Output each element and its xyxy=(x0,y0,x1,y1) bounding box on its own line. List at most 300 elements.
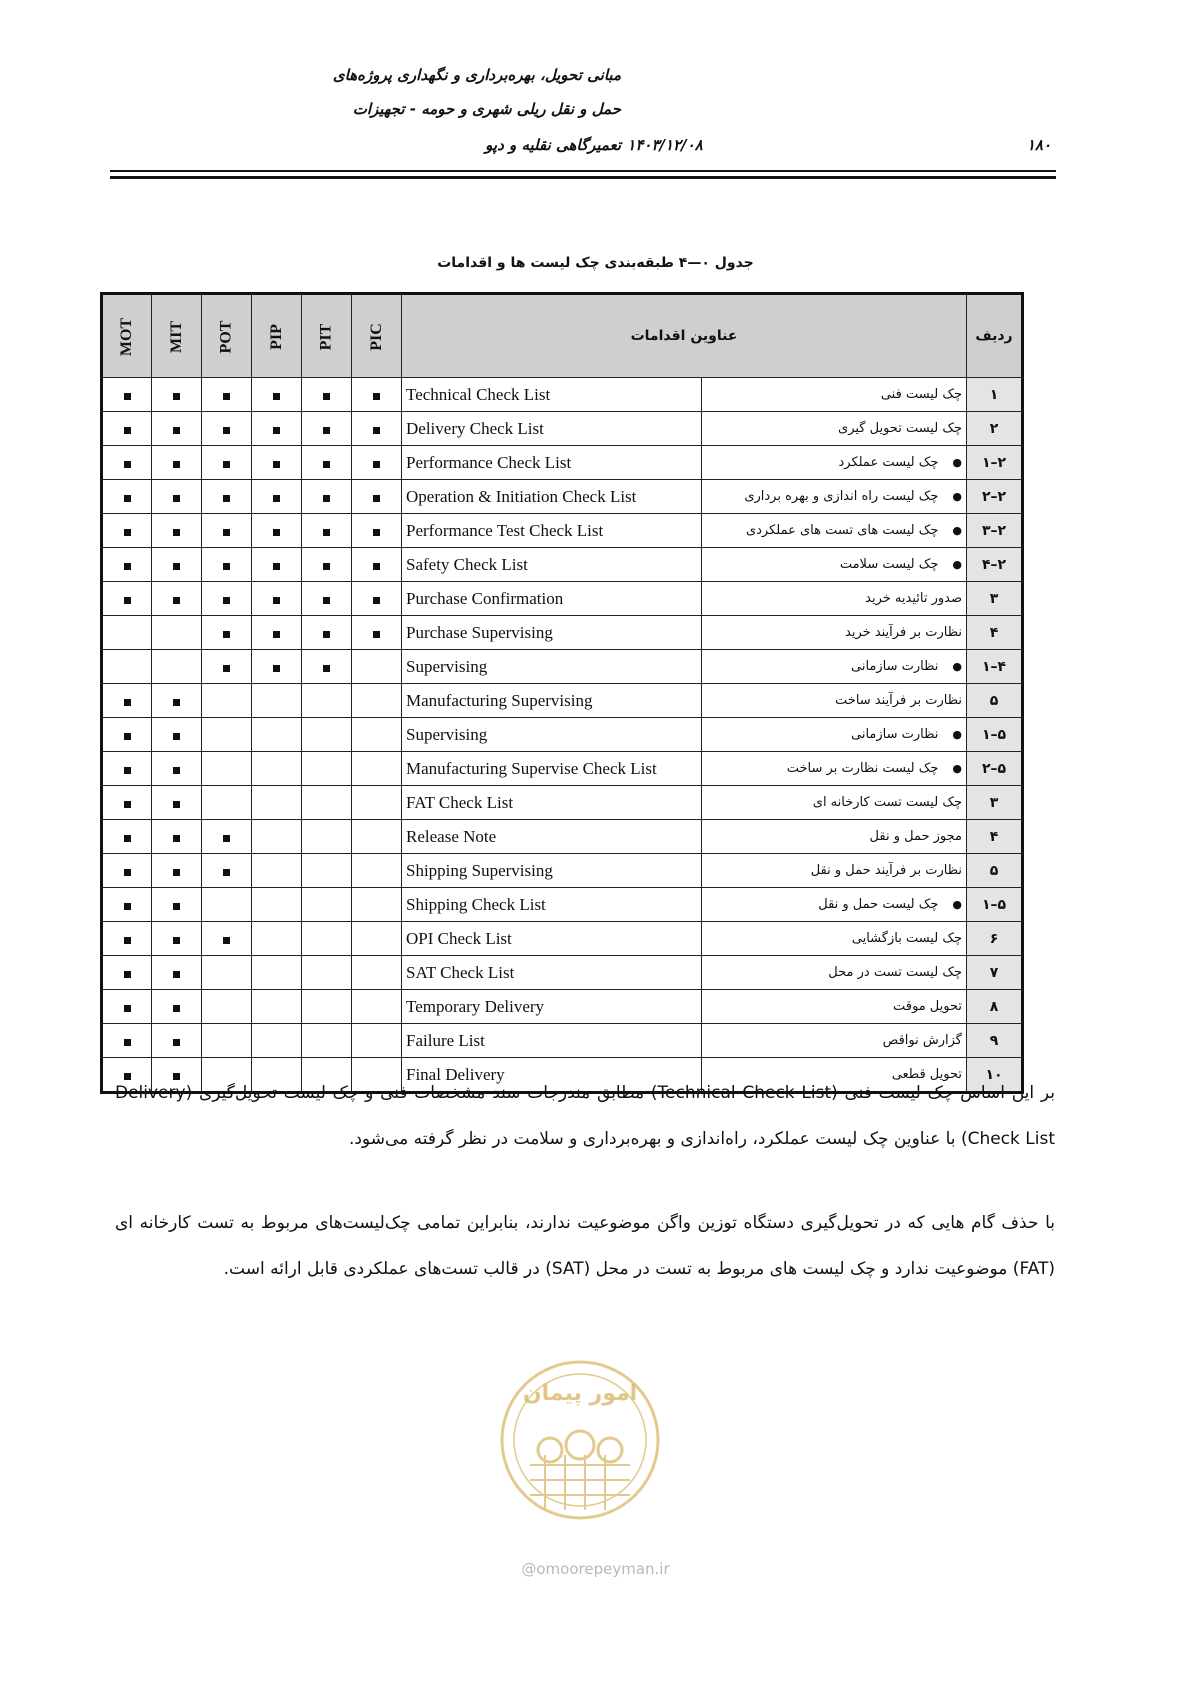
action-title-fa-text: چک لیست عملکرد xyxy=(838,455,939,470)
mark-cell-pot xyxy=(202,888,252,922)
filled-square-icon xyxy=(223,665,230,672)
action-title-en: Supervising xyxy=(402,650,702,684)
mark-cell-pit xyxy=(302,854,352,888)
mark-cell-pit xyxy=(302,888,352,922)
mark-cell-mot xyxy=(102,718,152,752)
filled-square-icon xyxy=(124,495,131,502)
filled-square-icon xyxy=(124,937,131,944)
table-row xyxy=(102,1024,1023,1058)
filled-square-icon xyxy=(173,427,180,434)
mark-cell-pit xyxy=(302,990,352,1024)
filled-square-icon xyxy=(223,835,230,842)
mark-cell-pot xyxy=(202,480,252,514)
action-title-fa xyxy=(702,888,967,922)
mark-cell-pit xyxy=(302,582,352,616)
mark-cell-pic xyxy=(352,990,402,1024)
mark-cell-mot xyxy=(102,956,152,990)
filled-square-icon xyxy=(223,529,230,536)
filled-square-icon xyxy=(173,529,180,536)
mark-cell-mit xyxy=(152,412,202,446)
filled-square-icon xyxy=(223,427,230,434)
filled-square-icon xyxy=(223,495,230,502)
bullet-icon: ● xyxy=(952,490,962,503)
filled-square-icon xyxy=(273,393,280,400)
row-number: ۷ xyxy=(967,956,1023,990)
mark-cell-pot xyxy=(202,446,252,480)
filled-square-icon xyxy=(173,393,180,400)
action-title-fa xyxy=(702,990,967,1024)
mark-cell-pip xyxy=(252,480,302,514)
row-number: ۶ xyxy=(967,922,1023,956)
mark-cell-pit xyxy=(302,820,352,854)
table-row xyxy=(102,820,1023,854)
mark-cell-pip xyxy=(252,922,302,956)
filled-square-icon xyxy=(323,393,330,400)
filled-square-icon xyxy=(373,563,380,570)
mark-cell-pip xyxy=(252,548,302,582)
filled-square-icon xyxy=(173,1039,180,1046)
filled-square-icon xyxy=(323,529,330,536)
filled-square-icon xyxy=(124,903,131,910)
row-number: ۸ xyxy=(967,990,1023,1024)
filled-square-icon xyxy=(273,665,280,672)
action-title-fa xyxy=(702,514,967,548)
mark-cell-pit xyxy=(302,650,352,684)
mark-cell-pit xyxy=(302,446,352,480)
filled-square-icon xyxy=(373,393,380,400)
bullet-icon: ● xyxy=(952,898,962,911)
table-row xyxy=(102,956,1023,990)
action-title-fa-text: چک لیست بازگشایی xyxy=(851,931,962,946)
mark-cell-pit xyxy=(302,786,352,820)
action-title-en: Manufacturing Supervise Check List xyxy=(402,752,702,786)
mark-cell-pot xyxy=(202,582,252,616)
table-row xyxy=(102,990,1023,1024)
filled-square-icon xyxy=(124,733,131,740)
table-header-row xyxy=(102,294,1023,378)
action-title-fa-text: چک لیست حمل و نقل xyxy=(818,897,939,912)
row-number: ۵ xyxy=(967,854,1023,888)
mark-cell-pic xyxy=(352,378,402,412)
filled-square-icon xyxy=(124,801,131,808)
table-row xyxy=(102,378,1023,412)
mark-cell-pic xyxy=(352,412,402,446)
filled-square-icon xyxy=(124,1005,131,1012)
filled-square-icon xyxy=(273,495,280,502)
col-header-pot: POT xyxy=(202,294,252,378)
filled-square-icon xyxy=(124,835,131,842)
mark-cell-mit xyxy=(152,820,202,854)
filled-square-icon xyxy=(223,631,230,638)
row-number: ۴ xyxy=(967,820,1023,854)
col-header-mot: MOT xyxy=(102,294,152,378)
action-title-en: Release Note xyxy=(402,820,702,854)
row-number: ۵–۲ xyxy=(967,752,1023,786)
mark-cell-mit xyxy=(152,616,202,650)
mark-cell-pic xyxy=(352,548,402,582)
filled-square-icon xyxy=(124,461,131,468)
filled-square-icon xyxy=(323,631,330,638)
action-title-en: Final Delivery xyxy=(402,1058,702,1093)
action-title-en: FAT Check List xyxy=(402,786,702,820)
mark-cell-mit xyxy=(152,990,202,1024)
mark-cell-mit xyxy=(152,956,202,990)
mark-cell-pic xyxy=(352,888,402,922)
mark-cell-pot xyxy=(202,684,252,718)
action-title-fa-text: چک لیست فنی xyxy=(880,387,962,402)
mark-cell-pot xyxy=(202,956,252,990)
action-title-fa-text: تحویل موقت xyxy=(893,999,962,1014)
action-title-fa xyxy=(702,684,967,718)
filled-square-icon xyxy=(223,869,230,876)
action-title-fa-text: تحویل قطعی xyxy=(891,1067,962,1082)
mark-cell-pic xyxy=(352,786,402,820)
mark-cell-pit xyxy=(302,956,352,990)
mark-cell-pip xyxy=(252,650,302,684)
action-title-fa xyxy=(702,412,967,446)
filled-square-icon xyxy=(223,597,230,604)
header-rule-bottom xyxy=(110,176,1056,179)
watermark-stamp xyxy=(490,1345,670,1535)
mark-cell-pip xyxy=(252,990,302,1024)
action-title-en: Supervising xyxy=(402,718,702,752)
mark-cell-mot xyxy=(102,888,152,922)
filled-square-icon xyxy=(173,699,180,706)
action-title-fa xyxy=(702,616,967,650)
filled-square-icon xyxy=(223,563,230,570)
action-title-fa xyxy=(702,1024,967,1058)
action-title-fa-text: گزارش نواقص xyxy=(882,1033,962,1048)
table-row xyxy=(102,718,1023,752)
mark-cell-pic xyxy=(352,446,402,480)
action-title-en: Technical Check List xyxy=(402,378,702,412)
mark-cell-pip xyxy=(252,820,302,854)
action-title-fa xyxy=(702,922,967,956)
filled-square-icon xyxy=(124,597,131,604)
row-number: ۳ xyxy=(967,786,1023,820)
col-header-pic: PIC xyxy=(352,294,402,378)
filled-square-icon xyxy=(323,495,330,502)
mark-cell-mit xyxy=(152,786,202,820)
mark-cell-mit xyxy=(152,718,202,752)
mark-cell-pic xyxy=(352,514,402,548)
action-title-en: Shipping Supervising xyxy=(402,854,702,888)
mark-cell-mot xyxy=(102,1024,152,1058)
filled-square-icon xyxy=(124,1039,131,1046)
mark-cell-pot xyxy=(202,786,252,820)
action-title-en: Performance Test Check List xyxy=(402,514,702,548)
mark-cell-mot xyxy=(102,446,152,480)
filled-square-icon xyxy=(124,563,131,570)
bullet-icon: ● xyxy=(952,660,962,673)
filled-square-icon xyxy=(373,631,380,638)
action-title-fa-text: چک لیست سلامت xyxy=(839,557,939,572)
mark-cell-mit xyxy=(152,854,202,888)
filled-square-icon xyxy=(173,801,180,808)
mark-cell-pit xyxy=(302,922,352,956)
col-header-row-no: ردیف xyxy=(967,294,1023,378)
table-row xyxy=(102,548,1023,582)
row-number: ۴ xyxy=(967,616,1023,650)
mark-cell-pip xyxy=(252,446,302,480)
mark-cell-pot xyxy=(202,616,252,650)
row-number: ۱۰ xyxy=(967,1058,1023,1093)
row-number: ۱ xyxy=(967,378,1023,412)
action-title-fa-text: صدور تائیدیه خرید xyxy=(865,591,962,606)
filled-square-icon xyxy=(173,835,180,842)
filled-square-icon xyxy=(273,529,280,536)
mark-cell-pip xyxy=(252,956,302,990)
mark-cell-pip xyxy=(252,684,302,718)
action-title-en: OPI Check List xyxy=(402,922,702,956)
mark-cell-mot xyxy=(102,786,152,820)
mark-cell-mot xyxy=(102,990,152,1024)
filled-square-icon xyxy=(173,563,180,570)
table-row xyxy=(102,514,1023,548)
mark-cell-pip xyxy=(252,718,302,752)
action-title-en: Performance Check List xyxy=(402,446,702,480)
bullet-icon: ● xyxy=(952,524,962,537)
action-title-fa-text: نظارت بر فرآیند حمل و نقل xyxy=(810,863,962,878)
mark-cell-pip xyxy=(252,854,302,888)
filled-square-icon xyxy=(124,529,131,536)
filled-square-icon xyxy=(124,393,131,400)
row-number: ۵ xyxy=(967,684,1023,718)
action-title-fa xyxy=(702,854,967,888)
mark-cell-mot xyxy=(102,582,152,616)
action-title-fa-text: چک لیست تست کارخانه ای xyxy=(812,795,962,810)
mark-cell-mot xyxy=(102,684,152,718)
mark-cell-pic xyxy=(352,650,402,684)
mark-cell-pic xyxy=(352,1024,402,1058)
table-row xyxy=(102,854,1023,888)
filled-square-icon xyxy=(373,461,380,468)
col-header-pit: PIT xyxy=(302,294,352,378)
mark-cell-mit xyxy=(152,582,202,616)
filled-square-icon xyxy=(373,495,380,502)
table-row xyxy=(102,582,1023,616)
table-row xyxy=(102,786,1023,820)
filled-square-icon xyxy=(173,869,180,876)
mark-cell-pip xyxy=(252,752,302,786)
filled-square-icon xyxy=(124,427,131,434)
action-title-fa-text: نظارت بر فرآیند خرید xyxy=(845,625,962,640)
action-title-fa xyxy=(702,786,967,820)
filled-square-icon xyxy=(323,461,330,468)
mark-cell-mit xyxy=(152,922,202,956)
bullet-icon: ● xyxy=(952,728,962,741)
mark-cell-pit xyxy=(302,548,352,582)
header-rule-top xyxy=(110,170,1056,172)
action-title-en: Purchase Supervising xyxy=(402,616,702,650)
mark-cell-mot xyxy=(102,752,152,786)
mark-cell-pot xyxy=(202,922,252,956)
mark-cell-pic xyxy=(352,480,402,514)
mark-cell-pic xyxy=(352,684,402,718)
filled-square-icon xyxy=(273,427,280,434)
action-title-fa-text: نظارت سازمانی xyxy=(850,727,939,742)
action-title-fa-text: چک لیست های تست های عملکردی xyxy=(745,523,939,538)
table-row xyxy=(102,616,1023,650)
mark-cell-pit xyxy=(302,684,352,718)
mark-cell-pit xyxy=(302,412,352,446)
filled-square-icon xyxy=(173,903,180,910)
filled-square-icon xyxy=(273,563,280,570)
action-title-en: SAT Check List xyxy=(402,956,702,990)
action-title-fa xyxy=(702,378,967,412)
mark-cell-mot xyxy=(102,616,152,650)
action-title-en: Failure List xyxy=(402,1024,702,1058)
table-row xyxy=(102,412,1023,446)
page-number: ۱۸۰ xyxy=(1026,136,1051,154)
table-row xyxy=(102,480,1023,514)
filled-square-icon xyxy=(173,971,180,978)
row-number: ۲–۲ xyxy=(967,480,1023,514)
filled-square-icon xyxy=(273,597,280,604)
filled-square-icon xyxy=(173,461,180,468)
table-caption: جدول ۰—۴ طبقه‌بندی چک لیست ها و اقدامات xyxy=(437,255,754,271)
action-title-fa-text: مجوز حمل و نقل xyxy=(869,829,962,844)
row-number: ۵–۱ xyxy=(967,718,1023,752)
mark-cell-mit xyxy=(152,752,202,786)
mark-cell-mot xyxy=(102,514,152,548)
mark-cell-pic xyxy=(352,922,402,956)
table-row xyxy=(102,446,1023,480)
watermark-site: @omoorepeyman.ir xyxy=(521,1560,670,1578)
mark-cell-pit xyxy=(302,718,352,752)
filled-square-icon xyxy=(124,699,131,706)
mark-cell-mot xyxy=(102,480,152,514)
action-title-fa-text: چک لیست تحویل گیری xyxy=(838,421,962,436)
table-row xyxy=(102,752,1023,786)
mark-cell-pit xyxy=(302,378,352,412)
action-title-fa xyxy=(702,446,967,480)
action-title-fa xyxy=(702,820,967,854)
mark-cell-pot xyxy=(202,378,252,412)
filled-square-icon xyxy=(223,937,230,944)
body-paragraph-1: بر این اساس چک لیست فنی (Technical Check List) مطابق مندرجات سند مشخصات فنی و چک لیست تحویل‌گیری (Delivery Check List) با عناوین چک لیست عملکرد، راه‌اندازی و بهره‌برداری و سلامت در نظر گرفته می‌شود. xyxy=(115,1083,1055,1149)
action-title-en: Operation & Initiation Check List xyxy=(402,480,702,514)
mark-cell-mot xyxy=(102,820,152,854)
row-number: ۲–۴ xyxy=(967,548,1023,582)
table-row xyxy=(102,922,1023,956)
mark-cell-pot xyxy=(202,650,252,684)
mark-cell-pip xyxy=(252,378,302,412)
action-title-en: Temporary Delivery xyxy=(402,990,702,1024)
table-row xyxy=(102,650,1023,684)
mark-cell-pip xyxy=(252,786,302,820)
mark-cell-pot xyxy=(202,412,252,446)
filled-square-icon xyxy=(173,733,180,740)
mark-cell-mot xyxy=(102,650,152,684)
action-title-fa xyxy=(702,650,967,684)
mark-cell-pit xyxy=(302,616,352,650)
row-number: ۳ xyxy=(967,582,1023,616)
header-date: ۱۴۰۳/۱۲/۰۸ xyxy=(627,136,703,154)
row-number: ۵–۱ xyxy=(967,888,1023,922)
mark-cell-pic xyxy=(352,854,402,888)
checklist-table xyxy=(100,292,1024,1094)
mark-cell-mit xyxy=(152,548,202,582)
row-number: ۲ xyxy=(967,412,1023,446)
mark-cell-pit xyxy=(302,1024,352,1058)
mark-cell-pot xyxy=(202,820,252,854)
row-number: ۴–۱ xyxy=(967,650,1023,684)
mark-cell-pit xyxy=(302,514,352,548)
action-title-en: Purchase Confirmation xyxy=(402,582,702,616)
filled-square-icon xyxy=(173,1005,180,1012)
filled-square-icon xyxy=(124,869,131,876)
mark-cell-mot xyxy=(102,412,152,446)
action-title-fa xyxy=(702,718,967,752)
row-number: ۲–۱ xyxy=(967,446,1023,480)
mark-cell-mot xyxy=(102,548,152,582)
filled-square-icon xyxy=(323,427,330,434)
mark-cell-pic xyxy=(352,820,402,854)
row-number: ۲–۳ xyxy=(967,514,1023,548)
filled-square-icon xyxy=(173,495,180,502)
mark-cell-pot xyxy=(202,854,252,888)
table-row xyxy=(102,684,1023,718)
mark-cell-mot xyxy=(102,922,152,956)
action-title-fa xyxy=(702,548,967,582)
col-header-pip: PIP xyxy=(252,294,302,378)
mark-cell-pot xyxy=(202,752,252,786)
filled-square-icon xyxy=(373,427,380,434)
mark-cell-mit xyxy=(152,650,202,684)
mark-cell-pot xyxy=(202,1024,252,1058)
filled-square-icon xyxy=(173,597,180,604)
filled-square-icon xyxy=(223,461,230,468)
mark-cell-mot xyxy=(102,378,152,412)
filled-square-icon xyxy=(223,393,230,400)
mark-cell-pic xyxy=(352,956,402,990)
table-row xyxy=(102,888,1023,922)
mark-cell-pot xyxy=(202,548,252,582)
mark-cell-pic xyxy=(352,718,402,752)
row-number: ۹ xyxy=(967,1024,1023,1058)
mark-cell-mit xyxy=(152,378,202,412)
mark-cell-pit xyxy=(302,480,352,514)
action-title-en: Safety Check List xyxy=(402,548,702,582)
watermark-stamp-text: امور پیمان xyxy=(522,1381,638,1406)
filled-square-icon xyxy=(323,563,330,570)
mark-cell-pot xyxy=(202,990,252,1024)
bullet-icon: ● xyxy=(952,456,962,469)
header-title-line-3: تعمیرگاهی نقلیه و دپو xyxy=(485,136,621,154)
mark-cell-pip xyxy=(252,412,302,446)
action-title-fa-text: نظارت سازمانی xyxy=(850,659,939,674)
mark-cell-pot xyxy=(202,718,252,752)
mark-cell-pip xyxy=(252,888,302,922)
mark-cell-mit xyxy=(152,446,202,480)
mark-cell-mit xyxy=(152,480,202,514)
mark-cell-pic xyxy=(352,616,402,650)
col-header-mit: MIT xyxy=(152,294,202,378)
action-title-fa-text: نظارت بر فرآیند ساخت xyxy=(835,693,962,708)
action-title-fa xyxy=(702,956,967,990)
mark-cell-pic xyxy=(352,752,402,786)
filled-square-icon xyxy=(373,597,380,604)
col-header-title: عناوین اقدامات xyxy=(402,294,967,378)
action-title-fa-text: چک لیست تست در محل xyxy=(828,965,962,980)
filled-square-icon xyxy=(273,631,280,638)
mark-cell-pip xyxy=(252,616,302,650)
mark-cell-pip xyxy=(252,582,302,616)
mark-cell-mit xyxy=(152,684,202,718)
bullet-icon: ● xyxy=(952,558,962,571)
action-title-en: Manufacturing Supervising xyxy=(402,684,702,718)
